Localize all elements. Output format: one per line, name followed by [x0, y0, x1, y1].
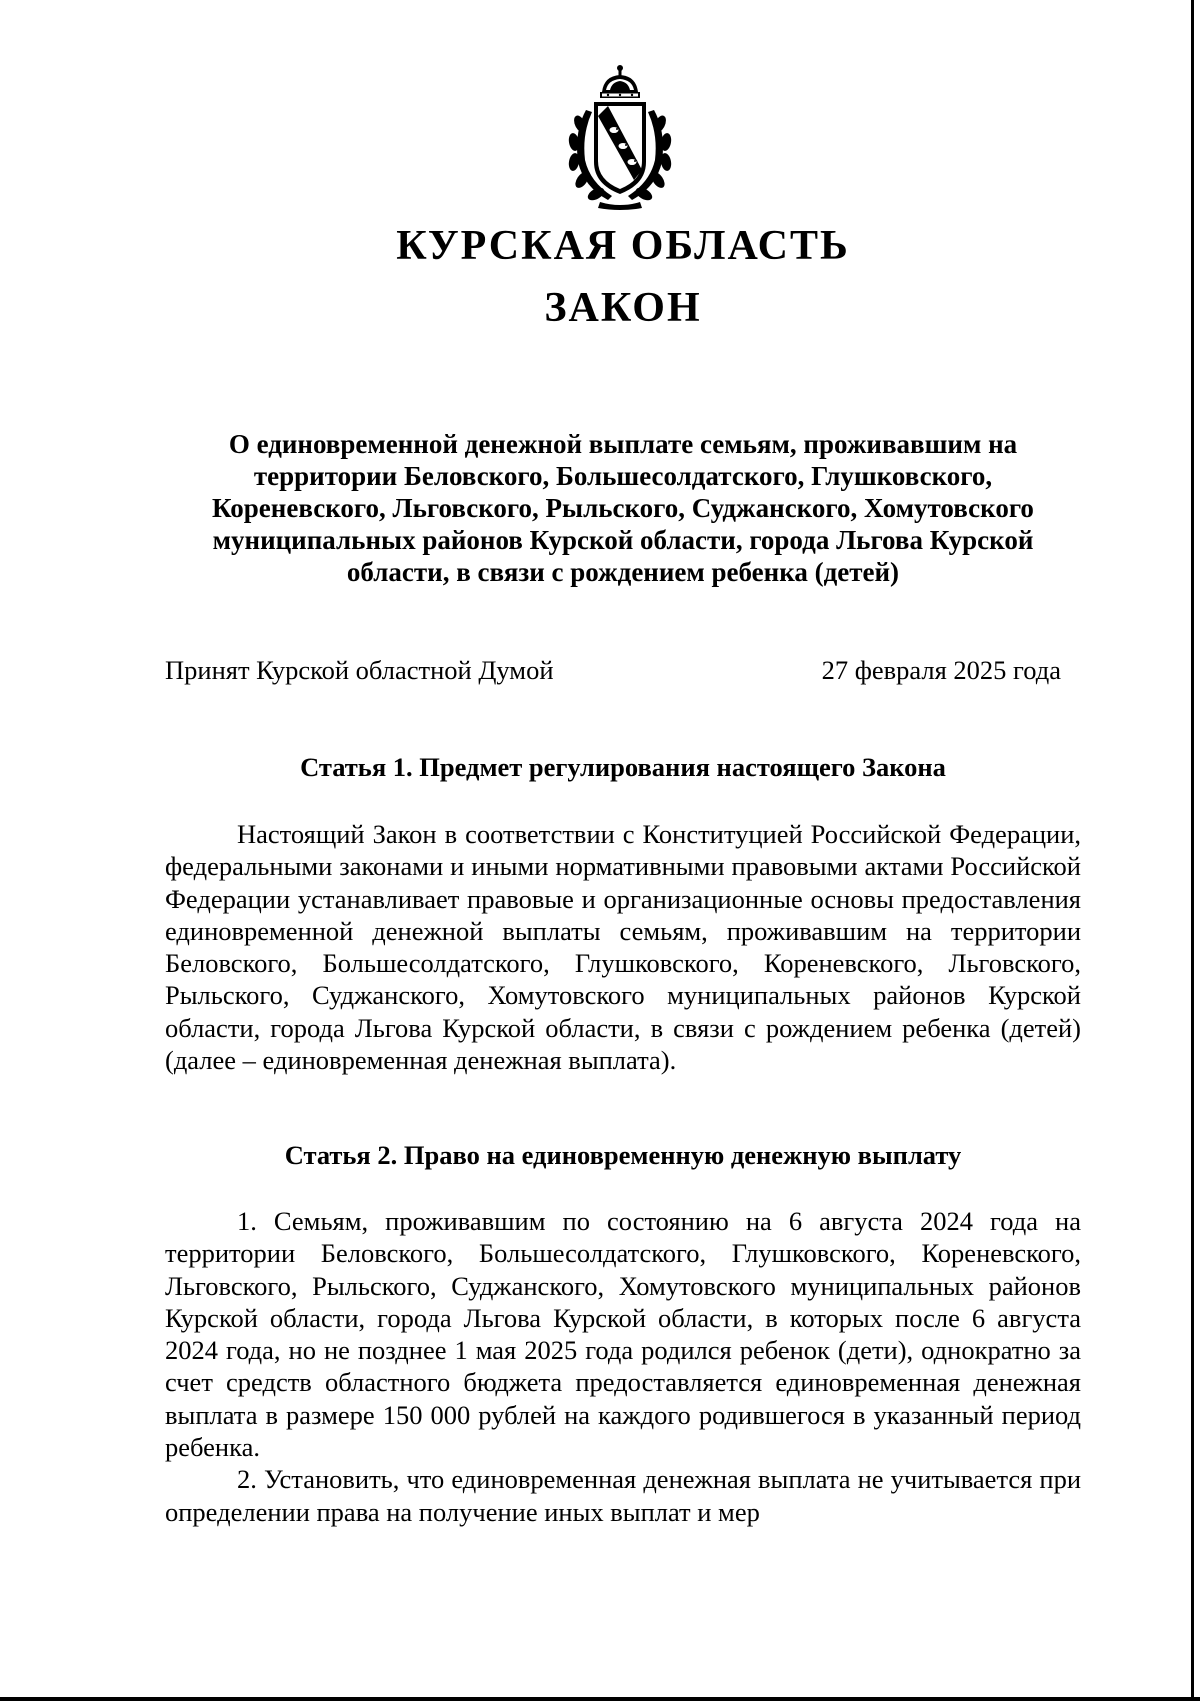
adoption-date: 27 февраля 2025 года — [821, 655, 1061, 685]
article-2-heading: Статья 2. Право на единовременную денежную выплату — [284, 1140, 962, 1170]
page-edge-bottom — [0, 1697, 1200, 1701]
article-2-paragraph-1: 1. Семьям, проживавшим по состоянию на 6 августа 2024 года на территории Беловского, Большесолдатского, Глушковского, Кореневского, Льговского, Рыльского, Суджанского, Хомутовского муниципальных районов Курской области, города Льгова Курской области, в которых после 6 августа 2024 года, но не позднее 1 мая 2025 года родился ребенок (дети), однократно за счет средств областного бюджета предоставляется единовременная денежная выплата в размере 150 000 рублей на каждого родившегося в указанный период ребенка. — [165, 1206, 1081, 1463]
article-1-body — [165, 818, 1081, 1076]
adopted-by: Принят Курской областной Думой — [165, 655, 554, 685]
region-name: КУРСКАЯ ОБЛАСТЬ — [396, 223, 850, 269]
adoption-line — [165, 655, 1061, 686]
document-type: ЗАКОН — [544, 285, 702, 331]
article-2-body — [165, 1205, 1081, 1528]
article-1-heading: Статья 1. Предмет регулирования настоящего Закона — [300, 752, 946, 782]
kursk-coat-of-arms-icon — [556, 62, 684, 210]
page-edge-right — [1191, 0, 1194, 1701]
article-2-paragraph-2: 2. Установить, что единовременная денежная выплата не учитывается при определении права на получение иных выплат и мер — [165, 1464, 1081, 1527]
law-title: О единовременной денежной выплате семьям, проживавшим на территории Беловского, Большесолдатского, Глушковского, Кореневского, Льговского, Рыльского, Суджанского, Хомутовского муниципальных районов Курской области, города Льгова Курской области, в связи с рождением ребенка (детей) — [212, 429, 1034, 587]
article-1-paragraph-1: Настоящий Закон в соответствии с Конституцией Российской Федерации, федеральными законами и иными нормативными правовыми актами Российской Федерации устанавливает правовые и организационные основы предоставления единовременной денежной выплаты семьям, проживавшим на территории Беловского, Большесолдатского, Глушковского, Кореневского, Льговского, Рыльского, Суджанского, Хомутовского муниципальных районов Курской области, города Льгова Курской области, в связи с рождением ребенка (детей) (далее – единовременная денежная выплата). — [165, 819, 1081, 1076]
